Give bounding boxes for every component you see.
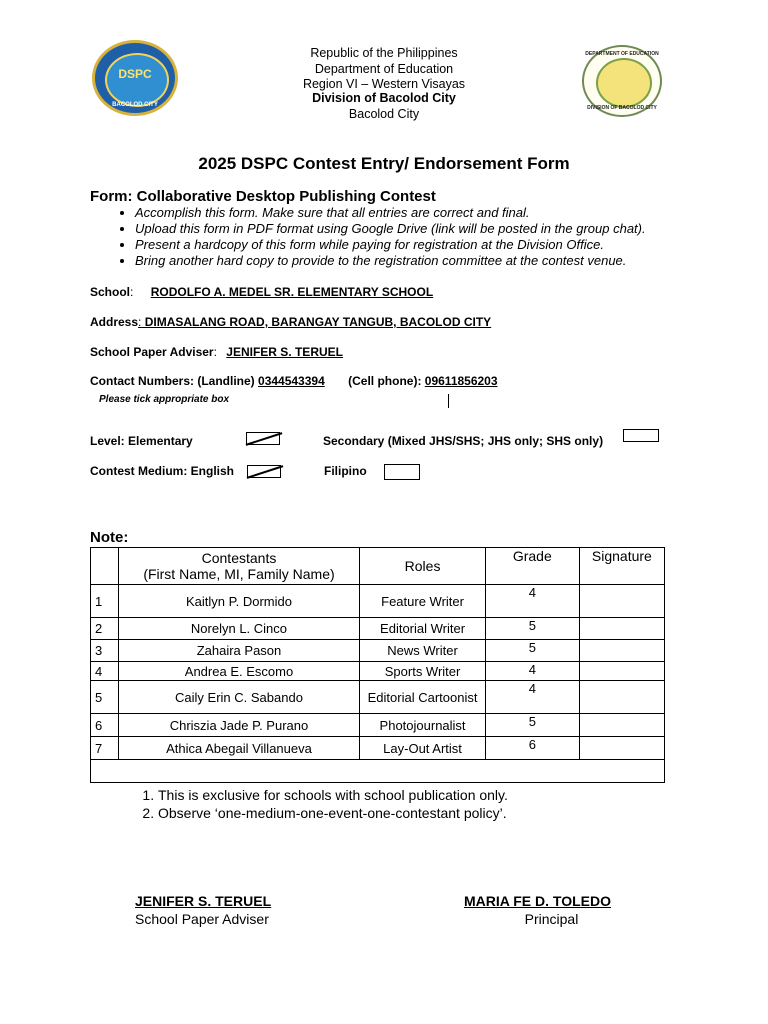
- row-grade: 6: [485, 737, 579, 760]
- row-grade: 4: [485, 585, 579, 618]
- instructions-list: [90, 205, 768, 269]
- secondary-checkbox[interactable]: [623, 429, 659, 442]
- header-contestants-line1: Contestants: [201, 550, 277, 566]
- row-signature[interactable]: [579, 681, 664, 714]
- table-row: [91, 681, 665, 714]
- header-num-cell: [91, 548, 119, 585]
- elementary-checkbox[interactable]: [246, 432, 280, 445]
- header-region: Region VI – Western Visayas: [302, 77, 466, 91]
- school-label: School: [90, 285, 131, 299]
- principal-signatory-title: Principal: [524, 911, 579, 927]
- row-role: Feature Writer: [360, 585, 486, 618]
- tick-note: Please tick appropriate box: [99, 394, 230, 405]
- medium-label: Contest Medium: English: [90, 464, 234, 478]
- row-signature[interactable]: [579, 737, 664, 760]
- row-name: Andrea E. Escomo: [118, 662, 360, 681]
- row-grade: 4: [485, 681, 579, 714]
- row-role: Photojournalist: [360, 714, 486, 737]
- instruction-item: • Present a hardcopy of this form while paying for registration at the Division Office.: [135, 237, 768, 253]
- row-grade: 4: [485, 662, 579, 681]
- contestants-table: [90, 547, 665, 783]
- adviser-field: School Paper Adviser: JENIFER S. TERUEL: [90, 345, 343, 359]
- instruction-item: • Accomplish this form. Make sure that all entries are correct and final.: [135, 205, 768, 221]
- landline-value: 0344543394: [258, 374, 325, 388]
- form-name: Form: Collaborative Desktop Publishing Contest: [90, 188, 436, 205]
- filipino-checkbox[interactable]: [384, 464, 420, 480]
- row-signature[interactable]: [579, 618, 664, 640]
- table-blank-row: [91, 760, 665, 783]
- row-num: 4: [91, 662, 119, 681]
- row-name: Zahaira Pason: [118, 640, 360, 662]
- deped-seal-emblem: [596, 58, 652, 108]
- row-num: 1: [91, 585, 119, 618]
- level-label: Level: Elementary: [90, 434, 193, 448]
- principal-signatory-name: MARIA FE D. TOLEDO: [464, 893, 611, 909]
- header-contestants: [118, 548, 360, 585]
- row-signature[interactable]: [579, 585, 664, 618]
- row-signature[interactable]: [579, 714, 664, 737]
- instruction-item: • Bring another hard copy to provide to the registration committee at the contest venue.: [135, 253, 768, 269]
- row-role: Editorial Cartoonist: [360, 681, 486, 714]
- instruction-item: • Upload this form in PDF format using Google Drive (link will be posted in the group chat).: [135, 221, 768, 237]
- cellphone-label: (Cell phone):: [348, 374, 422, 388]
- row-signature[interactable]: [579, 640, 664, 662]
- address-label: Address: [90, 315, 139, 329]
- notes-list: [135, 786, 508, 822]
- row-num: 2: [91, 618, 119, 640]
- row-role: News Writer: [360, 640, 486, 662]
- secondary-label: Secondary (Mixed JHS/SHS; JHS only; SHS only): [323, 434, 604, 448]
- row-grade: 5: [485, 618, 579, 640]
- dspc-logo-text: DSPC: [118, 67, 152, 81]
- school-field: School: RODOLFO A. MEDEL SR. ELEMENTARY SCHOOL: [90, 285, 434, 299]
- table-row: [91, 714, 665, 737]
- row-num: 5: [91, 681, 119, 714]
- deped-seal-top-text: DEPARTMENT OF EDUCATION: [585, 51, 659, 57]
- row-role: Editorial Writer: [360, 618, 486, 640]
- row-num: 7: [91, 737, 119, 760]
- row-name: Caily Erin C. Sabando: [118, 681, 360, 714]
- header-signature: Signature: [579, 548, 664, 585]
- note-item: 1. This is exclusive for schools with school publication only.: [158, 786, 508, 804]
- row-role: Lay-Out Artist: [360, 737, 486, 760]
- table-row: [91, 585, 665, 618]
- adviser-signatory-name: JENIFER S. TERUEL: [135, 893, 272, 909]
- row-signature[interactable]: [579, 662, 664, 681]
- row-name: Norelyn L. Cinco: [118, 618, 360, 640]
- cellphone-value: 09611856203: [424, 374, 498, 388]
- address-field: Address: DIMASALANG ROAD, BARANGAY TANGUB, BACOLOD CITY: [90, 315, 492, 329]
- header-contestants-line2: (First Name, MI, Family Name): [143, 566, 335, 582]
- header-republic: Republic of the Philippines: [310, 46, 458, 60]
- table-row: [91, 737, 665, 760]
- header-grade: Grade: [485, 548, 579, 585]
- header-roles: Roles: [360, 548, 486, 585]
- deped-seal: [582, 45, 662, 117]
- row-grade: 5: [485, 640, 579, 662]
- table-header-row: [91, 548, 665, 585]
- text-cursor: [448, 394, 449, 408]
- table-row: [91, 618, 665, 640]
- contact-field: [90, 374, 498, 388]
- row-role: Sports Writer: [360, 662, 486, 681]
- deped-seal-bottom-text: DIVISION OF BACOLOD CITY: [587, 105, 657, 111]
- note-item: 2. Observe ‘one-medium-one-event-one-contestant policy’.: [158, 804, 508, 822]
- row-num: 6: [91, 714, 119, 737]
- header-department: Department of Education: [314, 62, 454, 76]
- row-name: Athica Abegail Villanueva: [118, 737, 360, 760]
- dspc-logo: [92, 40, 178, 116]
- address-value: DIMASALANG ROAD, BARANGAY TANGUB, BACOLOD CITY: [141, 315, 492, 329]
- row-num: 3: [91, 640, 119, 662]
- adviser-signatory-title: School Paper Adviser: [135, 911, 269, 927]
- table-row: [91, 640, 665, 662]
- filipino-label: Filipino: [324, 464, 367, 478]
- school-value: RODOLFO A. MEDEL SR. ELEMENTARY SCHOOL: [150, 285, 434, 299]
- row-name: Kaitlyn P. Dormido: [118, 585, 360, 618]
- row-name: Chriszia Jade P. Purano: [118, 714, 360, 737]
- dspc-logo-bottom-text: BACOLOD CITY: [112, 102, 158, 108]
- adviser-label: School Paper Adviser: [90, 345, 214, 359]
- english-checkbox[interactable]: [247, 465, 281, 478]
- adviser-value: JENIFER S. TERUEL: [226, 345, 343, 359]
- table-row: [91, 662, 665, 681]
- header-division: Division of Bacolod City: [312, 91, 456, 105]
- row-grade: 5: [485, 714, 579, 737]
- note-label: Note:: [90, 529, 129, 546]
- blank-cell: [91, 760, 665, 783]
- page-title: 2025 DSPC Contest Entry/ Endorsement Form: [198, 154, 570, 173]
- contact-label: Contact Numbers: (Landline): [90, 374, 255, 388]
- header-city: Bacolod City: [348, 107, 420, 121]
